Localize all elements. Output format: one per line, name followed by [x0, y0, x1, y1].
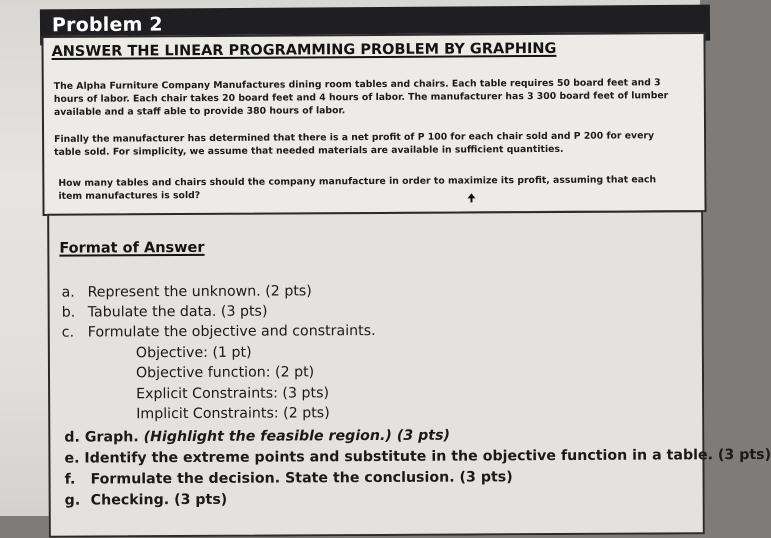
format-item-g: g. Checking. (3 pts)	[64, 491, 228, 509]
problem-heading: ANSWER THE LINEAR PROGRAMMING PROBLEM BY GRAPHING	[51, 40, 557, 60]
format-subitem-objective-function: Objective function: (2 pt)	[135, 364, 315, 382]
format-heading: Format of Answer	[59, 239, 205, 257]
format-item-e: e. Identify the extreme points and substitute in the objective function in a table. (3 pts)	[64, 446, 771, 467]
problem-title: Problem 2	[51, 13, 163, 37]
problem-statement-box	[41, 32, 706, 216]
format-subitem-explicit-constraints: Explicit Constraints: (3 pts)	[136, 385, 330, 403]
answer-format-box	[47, 210, 771, 537]
format-item-a: a. Represent the unknown. (2 pts)	[61, 283, 312, 301]
problem-paragraph-2: Finally the manufacturer has determined that there is a net profit of P 100 for each chair sold and P 200 for every table sold. For simplicity, we assume that needed materials are available in sufficient quantities.	[54, 130, 655, 158]
format-item-f: f. Formulate the decision. State the conclusion. (3 pts)	[64, 469, 513, 488]
format-item-d: d. Graph. (Highlight the feasible region.) (3 pts)	[64, 427, 451, 446]
format-item-c: c. Formulate the objective and constraints.	[61, 323, 376, 341]
format-item-b: b. Tabulate the data. (3 pts)	[61, 303, 268, 321]
problem-paragraph-3: How many tables and chairs should the company manufacture in order to maximize its profit, assuming that each item manufactures is sold?	[58, 174, 657, 202]
mouse-pointer-icon	[467, 193, 475, 202]
format-subitem-implicit-constraints: Implicit Constraints: (2 pts)	[136, 405, 330, 423]
format-subitem-objective: Objective: (1 pt)	[135, 344, 252, 362]
problem-paragraph-1: The Alpha Furniture Company Manufactures dining room tables and chairs. Each table requires 50 board feet and 3 hours of labor. Each chair takes 20 board feet and 4 hours of labor. The manufacturer has 3 300 board feet of lumber available and a staff able to provide 380 hours of labor.	[53, 77, 669, 118]
